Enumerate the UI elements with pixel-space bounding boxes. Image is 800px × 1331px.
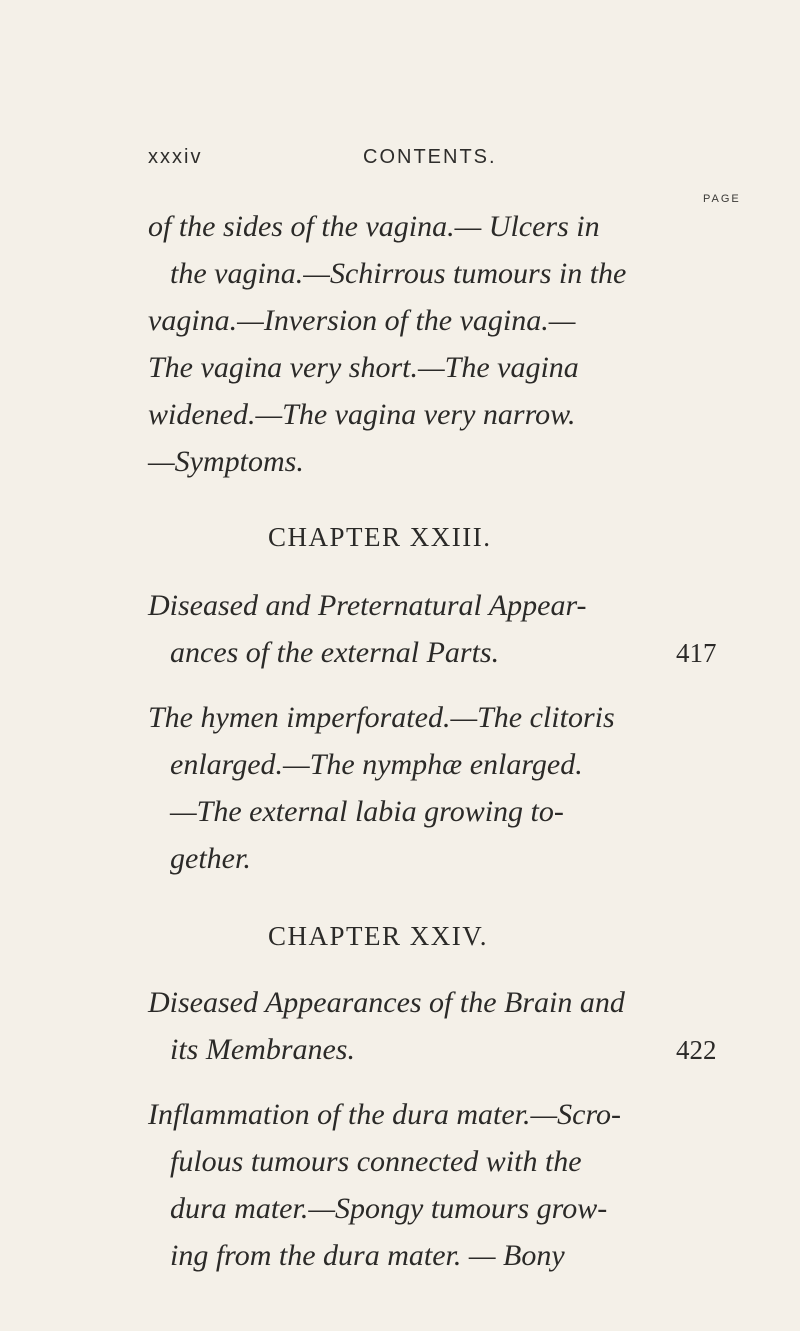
- contents-line: vagina.—Inversion of the vagina.—: [148, 304, 576, 337]
- chapter-page-number: 422: [676, 1035, 717, 1065]
- contents-line: ing from the dura mater. — Bony: [170, 1239, 565, 1272]
- chapter-title: its Membranes.: [170, 1033, 355, 1066]
- contents-line: The vagina very short.—The vagina: [148, 351, 579, 384]
- page-column-label: PAGE: [703, 193, 741, 205]
- chapter-page-number: 417: [676, 638, 717, 668]
- contents-line: —The external labia growing to-: [170, 795, 564, 828]
- chapter-heading: CHAPTER XXIV.: [268, 921, 489, 951]
- chapter-heading: CHAPTER XXIII.: [268, 522, 492, 552]
- chapter-title: Diseased Appearances of the Brain and: [148, 986, 625, 1019]
- page-title: CONTENTS.: [363, 146, 497, 168]
- contents-line: the vagina.—Schirrous tumours in the: [170, 257, 627, 290]
- contents-line: The hymen imperforated.—The clitoris: [148, 701, 615, 734]
- contents-line: dura mater.—Spongy tumours grow-: [170, 1192, 608, 1225]
- contents-line: fulous tumours connected with the: [170, 1145, 582, 1178]
- contents-line: of the sides of the vagina.— Ulcers in: [148, 210, 600, 243]
- contents-line: Inflammation of the dura mater.—Scro-: [148, 1098, 622, 1131]
- contents-line: enlarged.—The nymphæ enlarged.: [170, 748, 583, 781]
- contents-line: widened.—The vagina very narrow.: [148, 398, 576, 431]
- contents-line: gether.: [170, 842, 251, 875]
- page-number: xxxiv: [148, 146, 203, 168]
- chapter-title: ances of the external Parts.: [170, 636, 500, 669]
- chapter-title: Diseased and Preternatural Appear-: [148, 589, 587, 622]
- contents-line: —Symptoms.: [148, 445, 304, 478]
